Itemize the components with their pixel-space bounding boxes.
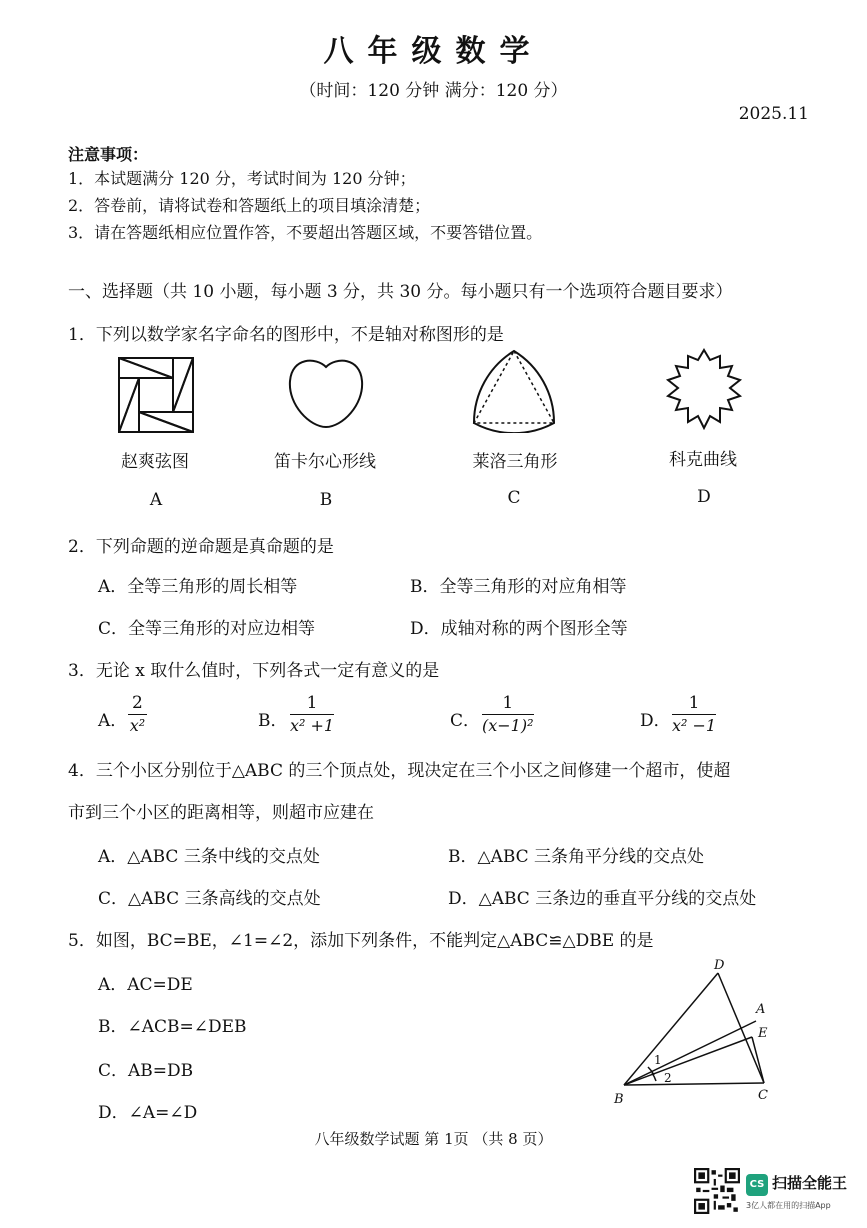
zhaoshuang-figure (116, 355, 196, 435)
numerator: 2 (128, 692, 147, 715)
question-2-stem: 2．下列命题的逆命题是真命题的是 (68, 537, 334, 557)
option-d: D．成轴对称的两个图形全等 (410, 619, 628, 639)
figure-caption: 科克曲线 (669, 450, 737, 470)
figure-caption: 笛卡尔心形线 (274, 452, 376, 472)
fraction-d (672, 692, 716, 737)
notice-heading: 注意事项： (68, 145, 149, 164)
page-title: 八年级数学 (323, 34, 544, 69)
numerator: 1 (290, 692, 334, 715)
question-4-stem: 4．三个小区分别位于△ABC 的三个顶点处，现决定在三个小区之间修建一个超市，使超 (68, 761, 731, 781)
option-letter: C (507, 488, 521, 508)
fraction-c (482, 692, 534, 737)
option-c-label: C． (450, 711, 481, 731)
numerator: 1 (482, 692, 534, 715)
option-letter: A (149, 490, 163, 510)
qr-code-icon (694, 1168, 740, 1214)
denominator: x² −1 (672, 716, 717, 735)
numerator: 1 (672, 692, 716, 715)
option-d: D．∠A=∠D (98, 1103, 198, 1123)
watermark-subtitle: 3亿人都在用的扫描App (746, 1201, 831, 1210)
option-a: A．AC=DE (98, 975, 193, 995)
cardioid-figure (286, 355, 366, 431)
vertex-label-c: C (758, 1088, 768, 1103)
question-3-stem: 3．无论 x 取什么值时，下列各式一定有意义的是 (68, 661, 440, 681)
page-footer: 八年级数学试题 第 1页 （共 8 页） (314, 1130, 553, 1148)
angle-label-1: 1 (654, 1053, 662, 1067)
notice-item: 3．请在答题纸相应位置作答，不要超出答题区域，不要答错位置。 (68, 223, 543, 242)
vertex-label-a: A (756, 1002, 766, 1017)
camscanner-logo-icon: CS (746, 1174, 768, 1196)
fraction-b (290, 692, 334, 737)
koch-curve-figure (654, 348, 754, 430)
option-a: A．△ABC 三条中线的交点处 (98, 847, 320, 867)
denominator: x² +1 (290, 716, 335, 735)
option-d: D．△ABC 三条边的垂直平分线的交点处 (448, 889, 757, 909)
denominator: x² (129, 716, 146, 735)
denominator: (x−1)² (482, 716, 534, 735)
exam-time-info: （时间：120 分钟 满分：120 分） (299, 81, 568, 101)
vertex-label-e: E (758, 1026, 768, 1041)
triangle-figure (612, 955, 782, 1105)
figure-caption: 赵爽弦图 (121, 452, 189, 472)
notice-item: 2．答卷前，请将试卷和答题纸上的项目填涂清楚； (68, 196, 431, 215)
option-c: C．全等三角形的对应边相等 (98, 619, 316, 639)
angle-label-2: 2 (664, 1071, 672, 1085)
option-letter: B (319, 490, 333, 510)
fraction-a (128, 692, 147, 737)
notice-item: 1．本试题满分 120 分，考试时间为 120 分钟； (68, 169, 416, 188)
option-b-label: B． (258, 711, 288, 731)
option-b: B．∠ACB=∠DEB (98, 1017, 247, 1037)
section-heading: 一、选择题（共 10 小题，每小题 3 分，共 30 分。每小题只有一个选项符合题目要求） (68, 282, 733, 302)
exam-date: 2025.11 (738, 104, 809, 124)
option-a-label: A． (98, 711, 128, 731)
question-5-stem: 5．如图，BC=BE，∠1=∠2，添加下列条件，不能判定△ABC≌△DBE 的是 (68, 931, 654, 951)
option-d-label: D． (640, 711, 671, 731)
option-b: B．△ABC 三条角平分线的交点处 (448, 847, 705, 867)
reuleaux-figure (468, 347, 560, 433)
figure-caption: 莱洛三角形 (472, 452, 558, 472)
question-1-stem: 1．下列以数学家名字命名的图形中，不是轴对称图形的是 (68, 325, 504, 345)
watermark-name: 扫描全能王 (772, 1174, 848, 1192)
option-letter: D (697, 487, 711, 507)
option-a: A．全等三角形的周长相等 (98, 577, 298, 597)
option-c: C．AB=DB (98, 1061, 194, 1081)
vertex-label-b: B (614, 1092, 624, 1105)
option-b: B．全等三角形的对应角相等 (410, 577, 627, 597)
option-c: C．△ABC 三条高线的交点处 (98, 889, 321, 909)
vertex-label-d: D (714, 958, 725, 973)
question-4-stem-continued: 市到三个小区的距离相等，则超市应建在 (68, 803, 374, 823)
